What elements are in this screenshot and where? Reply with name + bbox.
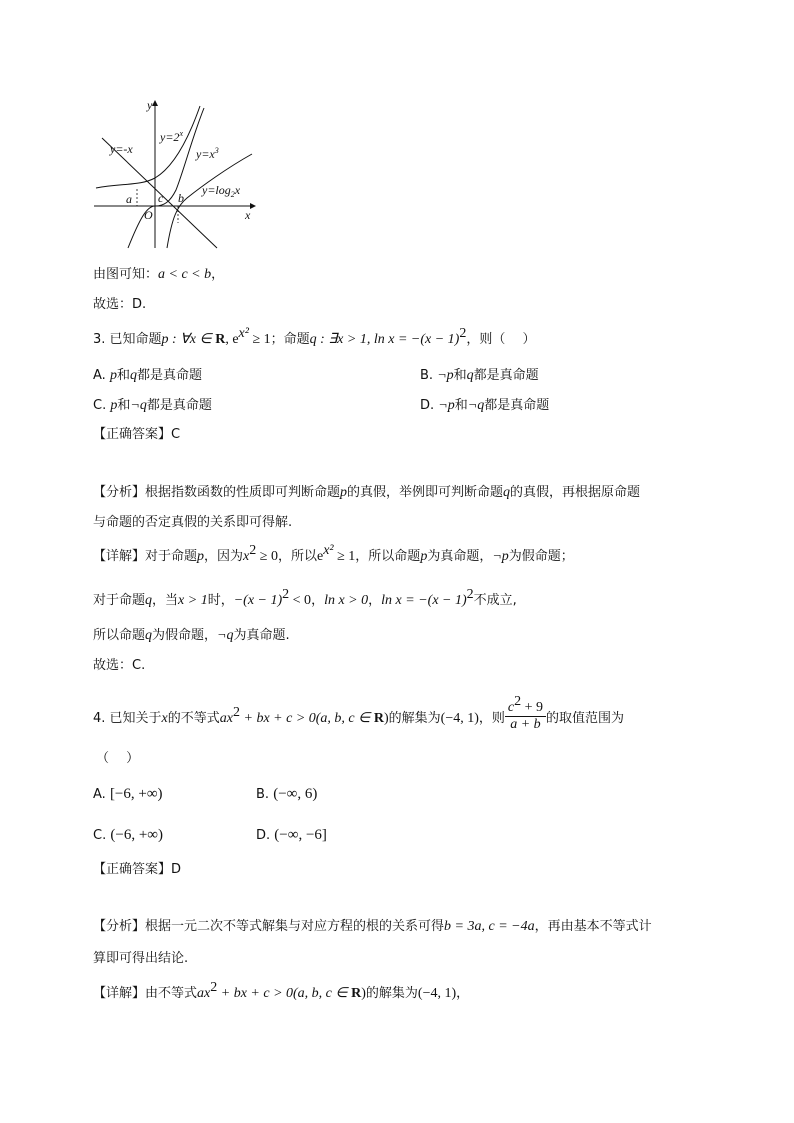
label-log: $y=\log_2x$ bbox=[202, 183, 241, 199]
q3-choice: 故选：C. bbox=[93, 658, 146, 673]
math: a < c < b bbox=[158, 267, 212, 282]
math: R bbox=[215, 332, 226, 347]
text: ，则（ ） bbox=[466, 332, 536, 347]
q3-analysis-line2: 与命题的否定真假的关系即可得解. bbox=[93, 515, 293, 530]
math: ≥ 1 bbox=[248, 332, 271, 347]
q3-option-b: B. ¬p和q都是真命题 bbox=[420, 368, 539, 383]
label-cubic: $y=x^3$ bbox=[196, 146, 219, 161]
q3-answer: 【正确答案】C bbox=[93, 427, 181, 442]
label-b: b bbox=[178, 191, 184, 205]
q2-choice: 故选：D. bbox=[93, 297, 147, 312]
label-a: a bbox=[126, 192, 132, 206]
label-origin: O bbox=[144, 208, 153, 222]
math-sup: 2 bbox=[459, 326, 467, 341]
q4-option-c: C. (−6, +∞) bbox=[93, 827, 163, 843]
label-y-axis: y bbox=[147, 98, 153, 112]
y-axis-arrow bbox=[152, 100, 158, 106]
text: 3. 已知命题 bbox=[93, 332, 162, 347]
label-exp: $y=2^x$ bbox=[160, 129, 183, 144]
q4-paren: （ ） bbox=[96, 751, 140, 766]
q3-option-c: C. p和¬q都是真命题 bbox=[93, 398, 212, 413]
q4-analysis-line1: 【分析】根据一元二次不等式解集与对应方程的根的关系可得b = 3a, c = −4a，再由基本不等式计 bbox=[93, 919, 652, 934]
q4-option-a: A. [−6, +∞) bbox=[93, 786, 163, 802]
math: q : ∃x > 1, ln x = −(x − 1) bbox=[309, 332, 460, 347]
text: ， bbox=[211, 267, 225, 282]
function-graph bbox=[92, 98, 262, 253]
math: , e bbox=[225, 332, 239, 347]
q4-option-b: B. (−∞, 6) bbox=[256, 786, 318, 802]
q3-stem bbox=[93, 326, 536, 349]
q3-detail-line1: 【详解】对于命题p，因为$x^2 \ge 0$，所以$e^{x^2} \ge 1$，所以命题p为真命题，¬p为假命题； bbox=[93, 543, 574, 564]
math: p : ∀x ∈ bbox=[161, 332, 216, 347]
q4-option-d: D. (−∞, −6] bbox=[256, 827, 327, 843]
text: ；命题 bbox=[270, 332, 310, 347]
q3-option-d: D. ¬p和¬q都是真命题 bbox=[420, 398, 550, 413]
math-sup: x² bbox=[238, 326, 249, 341]
q3-option-a: A. p和q都是真命题 bbox=[93, 368, 202, 383]
q3-detail-line2: 对于命题q，当x > 1时，$-(x - 1)^2 < 0$，ln x > 0，$\ln x = -(x - 1)^2$不成立, bbox=[93, 587, 517, 608]
fraction: $\frac{c^2 + 9}{a + b}$ bbox=[505, 700, 546, 733]
q4-answer: 【正确答案】D bbox=[93, 862, 182, 877]
q3-detail-line3: 所以命题q为假命题，¬q为真命题. bbox=[93, 628, 290, 643]
x-axis-arrow bbox=[250, 203, 256, 209]
label-neg-x: y=-x bbox=[110, 142, 133, 156]
q2-conclusion bbox=[93, 266, 224, 284]
text: 由图可知： bbox=[93, 267, 159, 282]
q3-analysis-line1: 【分析】根据指数函数的性质即可判断命题p的真假，举例即可判断命题q的真假，再根据原命题 bbox=[93, 485, 641, 500]
q4-stem: 4. 已知关于x的不等式$ax^2$ + bx + c > 0(a, b, c ∈ R)的解集为(−4, 1)，则 $\frac{c^2 + 9}{a + b}$ 的取值范围为 bbox=[93, 694, 625, 732]
q4-detail-line1: 【详解】由不等式$ax^2$ + bx + c > 0(a, b, c ∈ R)的解集为(−4, 1)， bbox=[93, 980, 470, 1001]
label-c: c bbox=[158, 191, 164, 205]
curve-cubic bbox=[128, 108, 204, 248]
label-x-axis: x bbox=[245, 208, 251, 222]
q4-analysis-line2: 算即可得出结论. bbox=[93, 951, 189, 966]
